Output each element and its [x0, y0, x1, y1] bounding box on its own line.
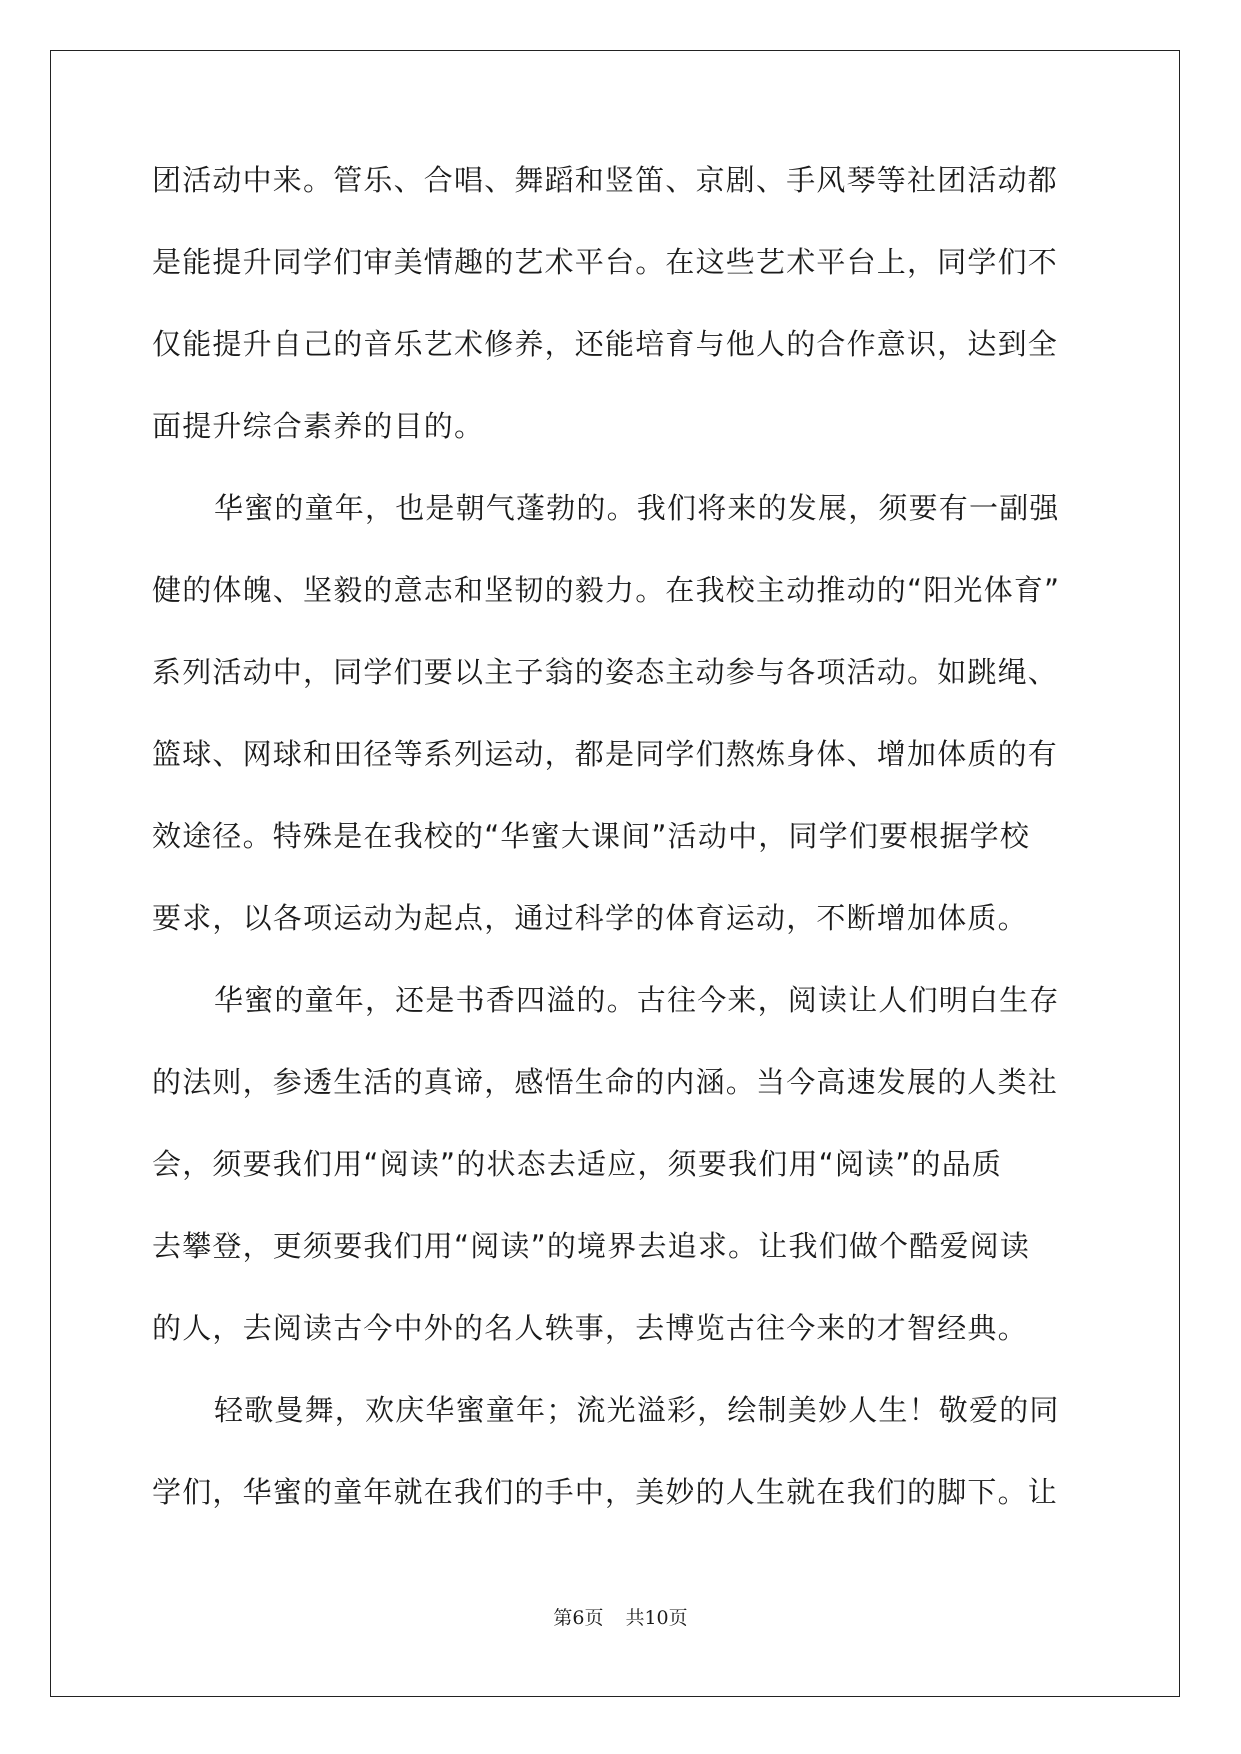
paragraph-start-line: 华蜜的童年，也是朝气蓬勃的。我们将来的发展，须要有一副强: [214, 491, 1060, 525]
text-line: 效途径。特殊是在我校的“华蜜大课间”活动中，同学们要根据学校: [152, 819, 1031, 853]
text-line: 要求，以各项运动为起点，通过科学的体育运动，不断增加体质。: [152, 901, 1028, 935]
text-line: 篮球、网球和田径等系列运动，都是同学们熬炼身体、增加体质的有: [152, 737, 1059, 771]
page-number: 第6页: [553, 1607, 604, 1629]
text-line: 系列活动中，同学们要以主子翁的姿态主动参与各项活动。如跳绳、: [152, 655, 1059, 689]
page-total: 共10页: [625, 1607, 688, 1629]
text-line: 的法则，参透生活的真谛，感悟生命的内涵。当今高速发展的人类社: [152, 1065, 1059, 1099]
text-line: 学们，华蜜的童年就在我们的手中，美妙的人生就在我们的脚下。让: [152, 1475, 1059, 1509]
text-line: 团活动中来。管乐、合唱、舞蹈和竖笛、京剧、手风琴等社团活动都: [152, 163, 1059, 197]
text-line: 健的体魄、坚毅的意志和坚韧的毅力。在我校主动推动的“阳光体育”: [152, 573, 1061, 607]
page-border: [50, 50, 1180, 1697]
paragraph-start-line: 轻歌曼舞，欢庆华蜜童年；流光溢彩，绘制美妙人生！敬爱的同: [214, 1393, 1060, 1427]
text-line: 的人，去阅读古今中外的名人轶事，去博览古往今来的才智经典。: [152, 1311, 1028, 1345]
text-line: 是能提升同学们审美情趣的艺术平台。在这些艺术平台上，同学们不: [152, 245, 1059, 279]
text-line: 仅能提升自己的音乐艺术修养，还能培育与他人的合作意识，达到全: [152, 327, 1059, 361]
page-footer: [0, 1606, 1241, 1630]
text-line: 会，须要我们用“阅读”的状态去适应，须要我们用“阅读”的品质: [152, 1147, 1003, 1181]
text-line: 面提升综合素养的目的。: [152, 409, 485, 443]
text-line: 去攀登，更须要我们用“阅读”的境界去追求。让我们做个酷爱阅读: [152, 1229, 1031, 1263]
paragraph-start-line: 华蜜的童年，还是书香四溢的。古往今来，阅读让人们明白生存: [214, 983, 1060, 1017]
